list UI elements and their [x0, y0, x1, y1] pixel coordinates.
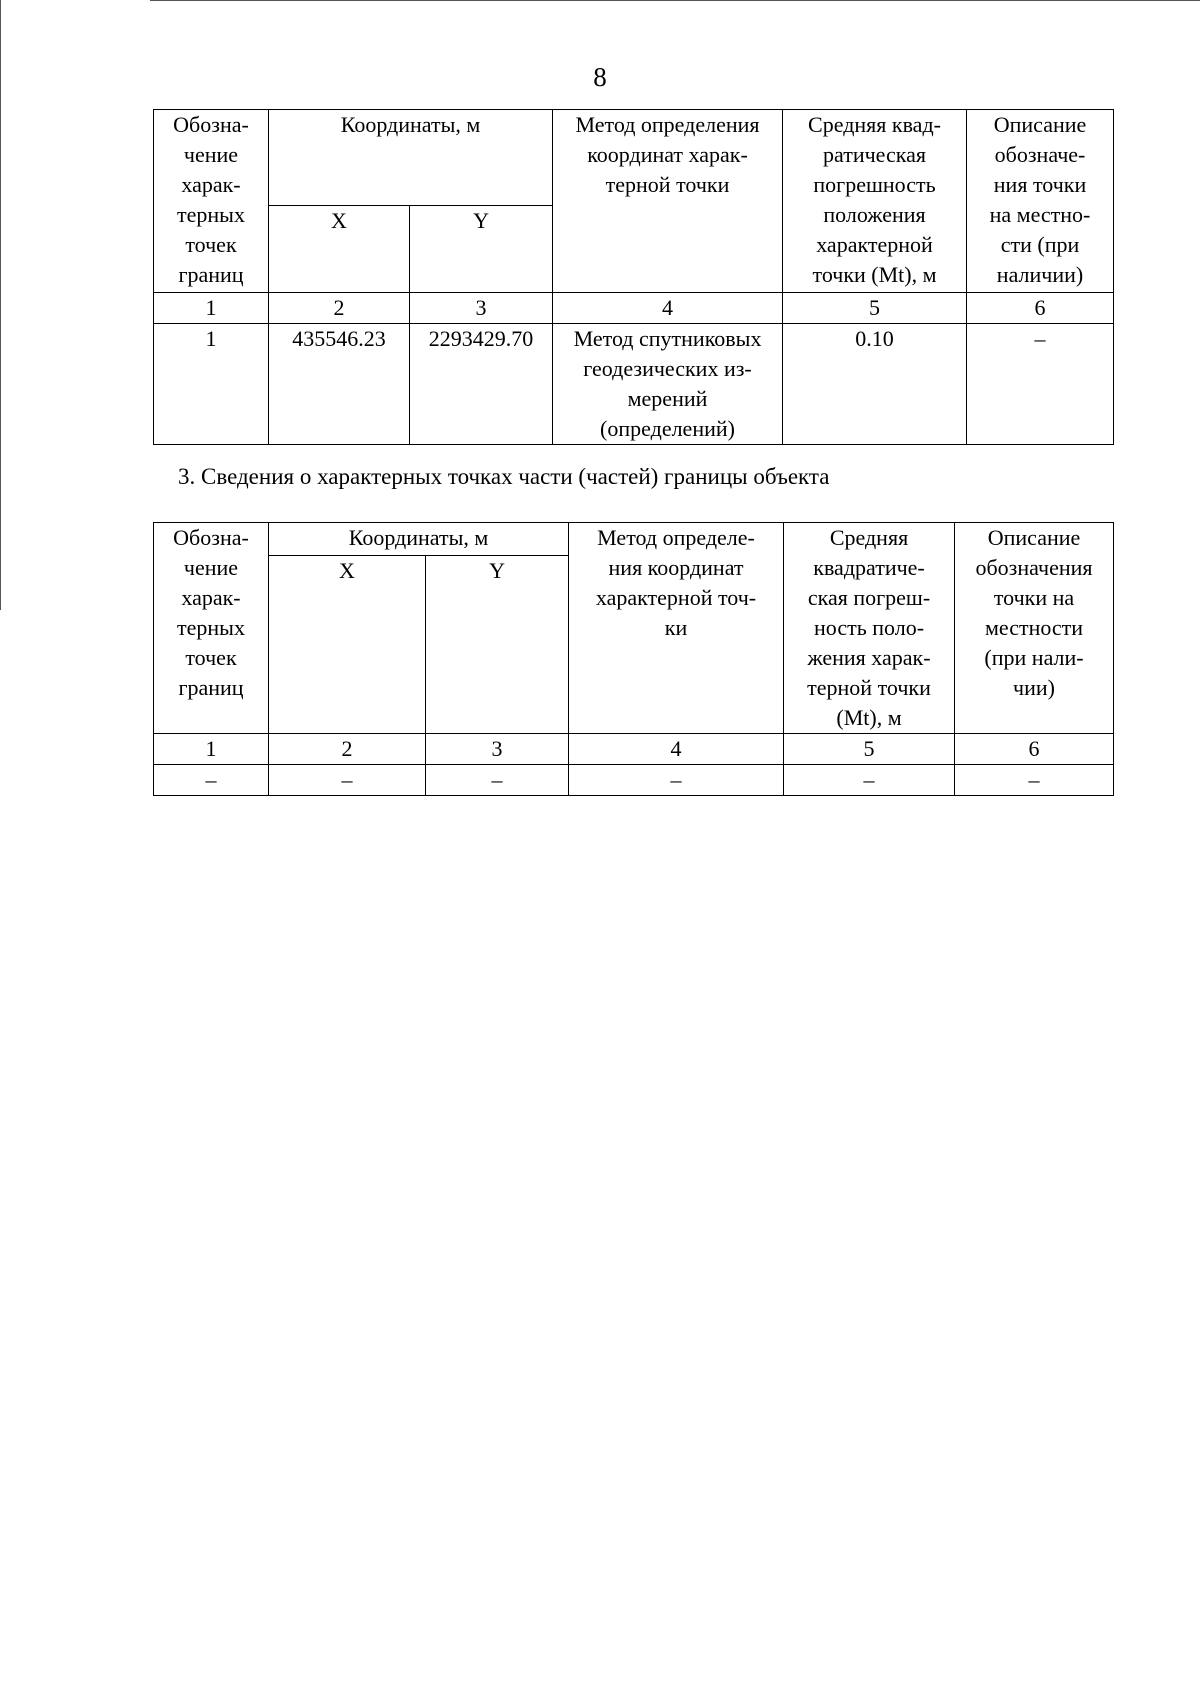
- scan-edge-top: [150, 0, 1200, 1]
- cell-method: –: [569, 765, 784, 796]
- column-number-row: [154, 734, 1114, 765]
- table-characteristic-points: [153, 109, 1114, 445]
- cell-x: –: [269, 765, 426, 796]
- table-row: [154, 324, 1114, 445]
- header-designation: Обозна- чение харак- терных точек границ: [154, 110, 269, 293]
- column-number: 6: [967, 293, 1114, 324]
- column-number: 2: [269, 734, 426, 765]
- column-number: 5: [783, 293, 967, 324]
- column-number: 1: [154, 734, 269, 765]
- header-coordinates: Координаты, м: [269, 523, 569, 556]
- header-x: X: [269, 556, 426, 734]
- header-method: Метод определения координат харак- терной точки: [553, 110, 783, 293]
- header-error: Средняя квадратиче- ская погреш- ность поло- жения харак- терной точки (Mt), м: [784, 523, 955, 734]
- page-number: 8: [593, 62, 607, 92]
- cell-y: –: [426, 765, 569, 796]
- column-number: 6: [955, 734, 1114, 765]
- column-number: 3: [410, 293, 553, 324]
- section-title: 3. Сведения о характерных точках части (частей) границы объекта: [178, 464, 830, 489]
- cell-description: –: [967, 324, 1114, 445]
- header-y: Y: [410, 206, 553, 293]
- table-row: [154, 765, 1114, 796]
- header-description: Описание обозначе- ния точки на местно- сти (при наличии): [967, 110, 1114, 293]
- header-coordinates: Координаты, м: [269, 110, 553, 206]
- cell-designation: –: [154, 765, 269, 796]
- column-number: 3: [426, 734, 569, 765]
- cell-y: 2293429.70: [410, 324, 553, 445]
- column-number-row: [154, 293, 1114, 324]
- cell-x: 435546.23: [269, 324, 410, 445]
- cell-error: –: [784, 765, 955, 796]
- header-y: Y: [426, 556, 569, 734]
- cell-method: Метод спутниковых геодезических из- мерений (определений): [553, 324, 783, 445]
- cell-description: –: [955, 765, 1114, 796]
- header-method: Метод определе- ния координат характерной точ- ки: [569, 523, 784, 734]
- header-designation: Обозна- чение харак- терных точек границ: [154, 523, 269, 734]
- column-number: 4: [553, 293, 783, 324]
- column-number: 5: [784, 734, 955, 765]
- cell-designation: 1: [154, 324, 269, 445]
- cell-error: 0.10: [783, 324, 967, 445]
- header-x: X: [269, 206, 410, 293]
- column-number: 2: [269, 293, 410, 324]
- header-description: Описание обозначения точки на местности (при нали- чии): [955, 523, 1114, 734]
- header-error: Средняя квад- ратическая погрешность положения характерной точки (Mt), м: [783, 110, 967, 293]
- column-number: 1: [154, 293, 269, 324]
- table-part-boundary-points: [153, 522, 1114, 796]
- column-number: 4: [569, 734, 784, 765]
